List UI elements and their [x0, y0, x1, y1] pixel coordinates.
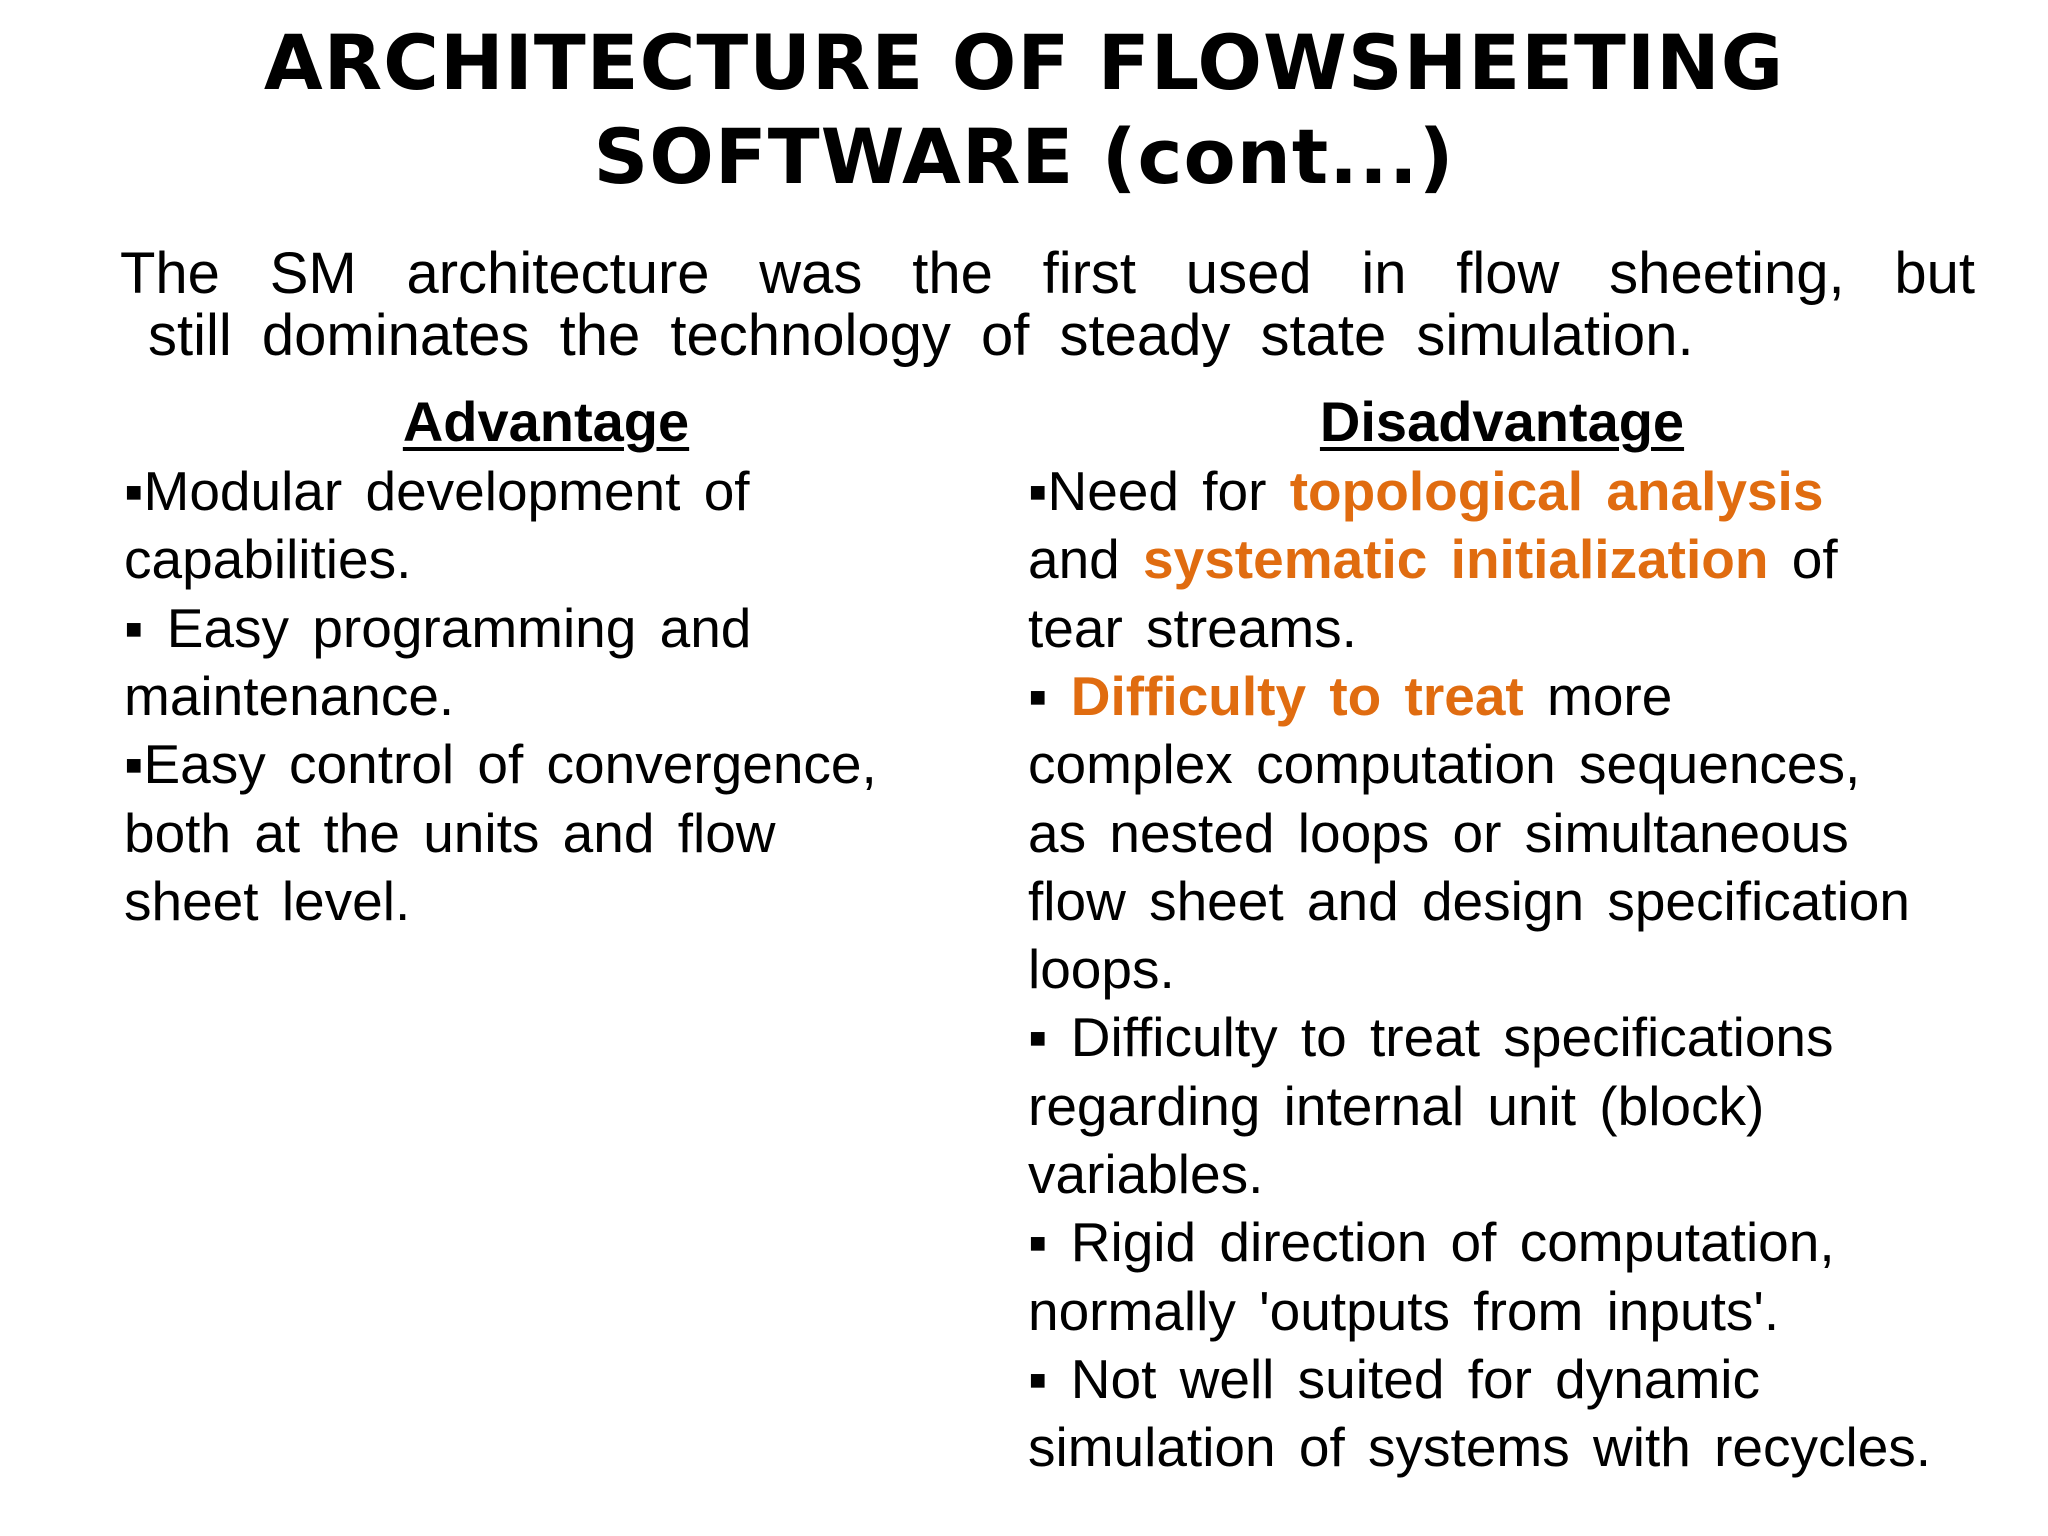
text-segment: capabilities.	[124, 528, 412, 591]
text-segment: simulation of systems with recycles.	[1028, 1416, 1932, 1479]
text-segment: ▪ Difficulty to treat specifications	[1028, 1006, 1834, 1069]
text-segment: normally 'outputs from inputs'.	[1028, 1279, 1780, 1342]
highlighted-text: systematic initialization	[1143, 528, 1769, 591]
text-segment: of	[1768, 528, 1838, 591]
disadvantage-line	[1028, 594, 1357, 662]
text-segment: ▪ Rigid direction of computation,	[1028, 1211, 1835, 1274]
disadvantage-line	[1028, 799, 1849, 867]
disadvantage-line	[1028, 1003, 1834, 1071]
highlighted-text: topological analysis	[1289, 460, 1824, 522]
text-segment: ▪ Not well suited for dynamic	[1028, 1347, 1760, 1410]
advantage-line	[124, 662, 454, 730]
disadvantage-line	[1028, 935, 1175, 1003]
text-segment: and	[1028, 528, 1144, 591]
slide-title-line-1: ARCHITECTURE OF FLOWSHEETING	[263, 18, 1785, 107]
advantage-line	[124, 525, 411, 593]
advantage-line	[124, 867, 410, 935]
disadvantage-line	[1028, 662, 1672, 730]
text-segment: more	[1523, 664, 1673, 727]
disadvantage-line	[1028, 730, 1860, 798]
advantage-line	[124, 457, 750, 525]
disadvantage-line	[1028, 1277, 1779, 1345]
text-segment: maintenance.	[124, 664, 455, 727]
disadvantage-heading: Disadvantage	[1319, 390, 1685, 453]
advantage-line	[124, 730, 877, 798]
disadvantage-line	[1028, 525, 1838, 593]
text-segment: ▪ Easy programming and	[124, 596, 752, 659]
text-segment: both at the units and flow	[124, 801, 776, 864]
intro-line-1: The SM architecture was the first used in flow sheeting, but	[120, 241, 1975, 306]
disadvantage-line	[1028, 1208, 1835, 1276]
text-segment: regarding internal unit (block)	[1028, 1074, 1765, 1137]
text-segment: as nested loops or simultaneous	[1028, 801, 1849, 864]
text-segment: variables.	[1028, 1143, 1264, 1205]
slide-title-line-2: SOFTWARE (cont...)	[593, 112, 1455, 201]
advantage-line	[124, 799, 776, 867]
text-segment: complex computation sequences,	[1028, 733, 1861, 796]
text-segment: ▪	[1028, 664, 1071, 727]
text-segment: ▪Need for	[1028, 460, 1290, 522]
disadvantage-line	[1028, 1345, 1760, 1413]
disadvantage-line	[1028, 1072, 1764, 1140]
text-segment: tear streams.	[1028, 596, 1357, 659]
highlighted-text: Difficulty to treat	[1070, 664, 1524, 727]
text-segment: loops.	[1028, 938, 1175, 1001]
advantage-heading: Advantage	[402, 390, 690, 453]
text-segment: ▪Modular development of	[124, 460, 750, 522]
advantage-line	[124, 594, 751, 662]
disadvantage-line	[1028, 867, 1910, 935]
disadvantage-line	[1028, 1140, 1263, 1208]
disadvantage-line	[1028, 457, 1823, 525]
text-segment: flow sheet and design specification	[1028, 869, 1910, 932]
text-segment: ▪Easy control of convergence,	[124, 733, 877, 796]
intro-line-2: still dominates the technology of steady state simulation.	[148, 303, 1694, 368]
disadvantage-line	[1028, 1413, 1931, 1481]
text-segment: sheet level.	[124, 869, 411, 932]
